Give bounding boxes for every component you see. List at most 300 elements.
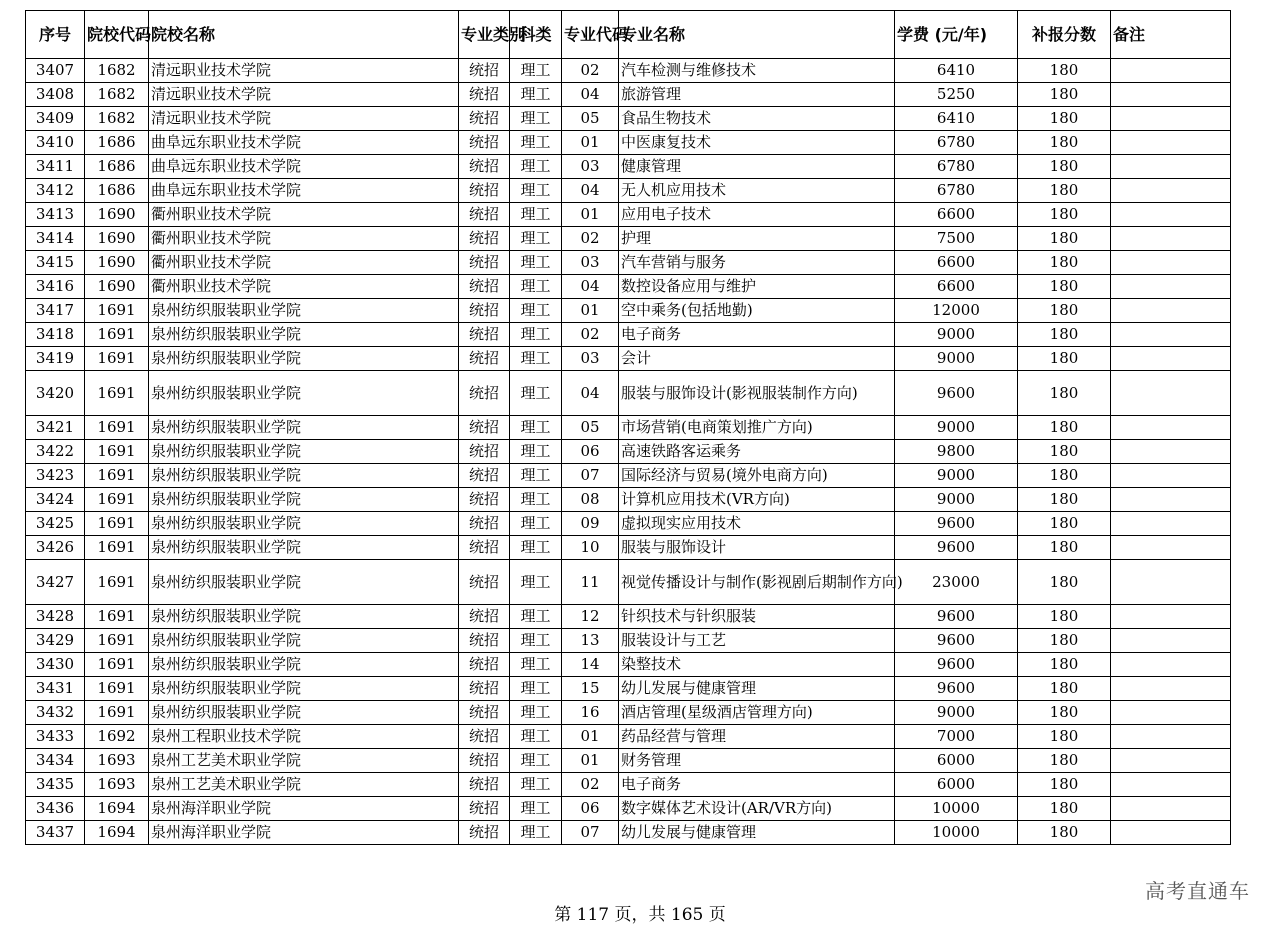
cell-note bbox=[1111, 797, 1231, 821]
cell-category: 统招 bbox=[459, 371, 510, 416]
cell-subject: 理工 bbox=[510, 155, 562, 179]
cell-score: 180 bbox=[1018, 83, 1111, 107]
cell-major-name: 虚拟现实应用技术 bbox=[619, 512, 895, 536]
cell-category: 统招 bbox=[459, 488, 510, 512]
cell-category: 统招 bbox=[459, 536, 510, 560]
cell-tuition: 12000 bbox=[895, 299, 1018, 323]
table-row bbox=[26, 131, 1231, 155]
cell-note bbox=[1111, 605, 1231, 629]
cell-subject: 理工 bbox=[510, 749, 562, 773]
table-row bbox=[26, 227, 1231, 251]
cell-subject: 理工 bbox=[510, 725, 562, 749]
cell-score: 180 bbox=[1018, 749, 1111, 773]
cell-seq: 3414 bbox=[26, 227, 85, 251]
table-row bbox=[26, 59, 1231, 83]
cell-score: 180 bbox=[1018, 821, 1111, 845]
cell-school-name: 泉州纺织服装职业学院 bbox=[149, 440, 459, 464]
cell-category: 统招 bbox=[459, 155, 510, 179]
cell-major-name: 汽车检测与维修技术 bbox=[619, 59, 895, 83]
cell-school-name: 衢州职业技术学院 bbox=[149, 227, 459, 251]
cell-note bbox=[1111, 416, 1231, 440]
cell-school-name: 曲阜远东职业技术学院 bbox=[149, 131, 459, 155]
cell-seq: 3427 bbox=[26, 560, 85, 605]
cell-major-code: 05 bbox=[562, 107, 619, 131]
cell-major-name: 幼儿发展与健康管理 bbox=[619, 677, 895, 701]
cell-major-name: 护理 bbox=[619, 227, 895, 251]
cell-tuition: 9600 bbox=[895, 629, 1018, 653]
cell-subject: 理工 bbox=[510, 677, 562, 701]
cell-seq: 3426 bbox=[26, 536, 85, 560]
cell-school-code: 1691 bbox=[85, 464, 149, 488]
cell-school-name: 泉州工艺美术职业学院 bbox=[149, 749, 459, 773]
cell-major-name: 数字媒体艺术设计(AR/VR方向) bbox=[619, 797, 895, 821]
cell-major-name: 高速铁路客运乘务 bbox=[619, 440, 895, 464]
cell-major-code: 02 bbox=[562, 323, 619, 347]
table-row bbox=[26, 725, 1231, 749]
cell-subject: 理工 bbox=[510, 347, 562, 371]
cell-subject: 理工 bbox=[510, 701, 562, 725]
cell-score: 180 bbox=[1018, 701, 1111, 725]
cell-note bbox=[1111, 629, 1231, 653]
cell-tuition: 6000 bbox=[895, 773, 1018, 797]
cell-tuition: 6410 bbox=[895, 59, 1018, 83]
cell-major-code: 14 bbox=[562, 653, 619, 677]
cell-score: 180 bbox=[1018, 203, 1111, 227]
table-row bbox=[26, 83, 1231, 107]
cell-note bbox=[1111, 323, 1231, 347]
cell-school-code: 1691 bbox=[85, 536, 149, 560]
cell-seq: 3418 bbox=[26, 323, 85, 347]
cell-major-name: 电子商务 bbox=[619, 323, 895, 347]
cell-seq: 3428 bbox=[26, 605, 85, 629]
cell-school-name: 泉州纺织服装职业学院 bbox=[149, 536, 459, 560]
cell-school-name: 泉州纺织服装职业学院 bbox=[149, 701, 459, 725]
cell-subject: 理工 bbox=[510, 83, 562, 107]
cell-major-code: 05 bbox=[562, 416, 619, 440]
table-row bbox=[26, 323, 1231, 347]
cell-major-code: 15 bbox=[562, 677, 619, 701]
cell-subject: 理工 bbox=[510, 203, 562, 227]
table-row bbox=[26, 179, 1231, 203]
cell-tuition: 9600 bbox=[895, 371, 1018, 416]
cell-school-code: 1691 bbox=[85, 488, 149, 512]
cell-seq: 3424 bbox=[26, 488, 85, 512]
cell-note bbox=[1111, 203, 1231, 227]
cell-category: 统招 bbox=[459, 131, 510, 155]
cell-tuition: 9000 bbox=[895, 416, 1018, 440]
cell-seq: 3429 bbox=[26, 629, 85, 653]
cell-school-code: 1691 bbox=[85, 653, 149, 677]
cell-score: 180 bbox=[1018, 629, 1111, 653]
cell-school-code: 1690 bbox=[85, 275, 149, 299]
cell-score: 180 bbox=[1018, 605, 1111, 629]
cell-category: 统招 bbox=[459, 725, 510, 749]
cell-major-code: 08 bbox=[562, 488, 619, 512]
cell-major-code: 04 bbox=[562, 275, 619, 299]
cell-subject: 理工 bbox=[510, 773, 562, 797]
cell-major-name: 食品生物技术 bbox=[619, 107, 895, 131]
cell-tuition: 6780 bbox=[895, 179, 1018, 203]
cell-school-name: 泉州海洋职业学院 bbox=[149, 797, 459, 821]
cell-school-name: 泉州纺织服装职业学院 bbox=[149, 629, 459, 653]
cell-major-code: 07 bbox=[562, 821, 619, 845]
cell-school-code: 1686 bbox=[85, 155, 149, 179]
cell-school-code: 1691 bbox=[85, 299, 149, 323]
cell-school-code: 1690 bbox=[85, 203, 149, 227]
cell-school-code: 1682 bbox=[85, 83, 149, 107]
table-row bbox=[26, 677, 1231, 701]
header-note: 备注 bbox=[1111, 11, 1231, 59]
cell-category: 统招 bbox=[459, 821, 510, 845]
cell-tuition: 7000 bbox=[895, 725, 1018, 749]
cell-seq: 3433 bbox=[26, 725, 85, 749]
admission-table bbox=[25, 10, 1231, 845]
cell-category: 统招 bbox=[459, 299, 510, 323]
cell-major-code: 01 bbox=[562, 203, 619, 227]
cell-school-name: 曲阜远东职业技术学院 bbox=[149, 155, 459, 179]
cell-major-code: 04 bbox=[562, 371, 619, 416]
cell-major-name: 中医康复技术 bbox=[619, 131, 895, 155]
cell-major-code: 03 bbox=[562, 251, 619, 275]
cell-subject: 理工 bbox=[510, 275, 562, 299]
header-tuition: 学费 (元/年) bbox=[895, 11, 1018, 59]
cell-note bbox=[1111, 155, 1231, 179]
cell-tuition: 5250 bbox=[895, 83, 1018, 107]
cell-school-name: 泉州纺织服装职业学院 bbox=[149, 512, 459, 536]
cell-school-code: 1691 bbox=[85, 512, 149, 536]
table-row bbox=[26, 605, 1231, 629]
cell-major-name: 财务管理 bbox=[619, 749, 895, 773]
cell-major-name: 汽车营销与服务 bbox=[619, 251, 895, 275]
cell-seq: 3417 bbox=[26, 299, 85, 323]
cell-category: 统招 bbox=[459, 629, 510, 653]
cell-seq: 3420 bbox=[26, 371, 85, 416]
cell-major-name: 健康管理 bbox=[619, 155, 895, 179]
cell-score: 180 bbox=[1018, 440, 1111, 464]
cell-note bbox=[1111, 83, 1231, 107]
cell-score: 180 bbox=[1018, 299, 1111, 323]
table-row bbox=[26, 107, 1231, 131]
cell-tuition: 6780 bbox=[895, 131, 1018, 155]
cell-school-name: 曲阜远东职业技术学院 bbox=[149, 179, 459, 203]
cell-tuition: 9800 bbox=[895, 440, 1018, 464]
cell-score: 180 bbox=[1018, 131, 1111, 155]
cell-subject: 理工 bbox=[510, 179, 562, 203]
cell-category: 统招 bbox=[459, 323, 510, 347]
table-row bbox=[26, 560, 1231, 605]
header-score: 补报分数 bbox=[1018, 11, 1111, 59]
cell-subject: 理工 bbox=[510, 821, 562, 845]
table-row bbox=[26, 629, 1231, 653]
cell-score: 180 bbox=[1018, 677, 1111, 701]
cell-school-name: 泉州纺织服装职业学院 bbox=[149, 371, 459, 416]
cell-note bbox=[1111, 725, 1231, 749]
cell-note bbox=[1111, 488, 1231, 512]
table-row bbox=[26, 299, 1231, 323]
cell-school-code: 1691 bbox=[85, 323, 149, 347]
cell-major-code: 01 bbox=[562, 131, 619, 155]
cell-seq: 3410 bbox=[26, 131, 85, 155]
cell-tuition: 9000 bbox=[895, 464, 1018, 488]
cell-tuition: 6600 bbox=[895, 275, 1018, 299]
cell-seq: 3421 bbox=[26, 416, 85, 440]
cell-subject: 理工 bbox=[510, 440, 562, 464]
cell-category: 统招 bbox=[459, 701, 510, 725]
cell-score: 180 bbox=[1018, 59, 1111, 83]
cell-school-code: 1690 bbox=[85, 227, 149, 251]
cell-score: 180 bbox=[1018, 251, 1111, 275]
cell-category: 统招 bbox=[459, 59, 510, 83]
cell-seq: 3431 bbox=[26, 677, 85, 701]
cell-category: 统招 bbox=[459, 416, 510, 440]
table-row bbox=[26, 371, 1231, 416]
cell-subject: 理工 bbox=[510, 653, 562, 677]
cell-score: 180 bbox=[1018, 773, 1111, 797]
cell-tuition: 9000 bbox=[895, 701, 1018, 725]
cell-tuition: 9000 bbox=[895, 347, 1018, 371]
cell-category: 统招 bbox=[459, 797, 510, 821]
cell-school-name: 清远职业技术学院 bbox=[149, 83, 459, 107]
cell-score: 180 bbox=[1018, 536, 1111, 560]
cell-school-code: 1686 bbox=[85, 179, 149, 203]
cell-school-code: 1691 bbox=[85, 560, 149, 605]
cell-major-code: 02 bbox=[562, 773, 619, 797]
cell-school-name: 泉州纺织服装职业学院 bbox=[149, 323, 459, 347]
cell-school-name: 泉州纺织服装职业学院 bbox=[149, 347, 459, 371]
cell-major-name: 国际经济与贸易(境外电商方向) bbox=[619, 464, 895, 488]
cell-school-name: 泉州纺织服装职业学院 bbox=[149, 488, 459, 512]
table-row bbox=[26, 203, 1231, 227]
header-row bbox=[26, 11, 1231, 59]
cell-subject: 理工 bbox=[510, 512, 562, 536]
cell-major-name: 计算机应用技术(VR方向) bbox=[619, 488, 895, 512]
cell-major-name: 服装与服饰设计(影视服装制作方向) bbox=[619, 371, 895, 416]
cell-score: 180 bbox=[1018, 512, 1111, 536]
cell-tuition: 9600 bbox=[895, 512, 1018, 536]
header-major-name: 专业名称 bbox=[619, 11, 895, 59]
table-row bbox=[26, 155, 1231, 179]
cell-school-name: 泉州纺织服装职业学院 bbox=[149, 560, 459, 605]
cell-seq: 3416 bbox=[26, 275, 85, 299]
cell-major-name: 酒店管理(星级酒店管理方向) bbox=[619, 701, 895, 725]
cell-tuition: 10000 bbox=[895, 821, 1018, 845]
table-row bbox=[26, 416, 1231, 440]
cell-school-code: 1691 bbox=[85, 629, 149, 653]
cell-school-code: 1686 bbox=[85, 131, 149, 155]
cell-seq: 3413 bbox=[26, 203, 85, 227]
cell-major-code: 10 bbox=[562, 536, 619, 560]
cell-seq: 3423 bbox=[26, 464, 85, 488]
table-row bbox=[26, 797, 1231, 821]
cell-major-code: 03 bbox=[562, 347, 619, 371]
cell-score: 180 bbox=[1018, 464, 1111, 488]
cell-major-name: 数控设备应用与维护 bbox=[619, 275, 895, 299]
cell-major-code: 06 bbox=[562, 797, 619, 821]
cell-note bbox=[1111, 677, 1231, 701]
cell-school-name: 泉州海洋职业学院 bbox=[149, 821, 459, 845]
cell-school-name: 清远职业技术学院 bbox=[149, 107, 459, 131]
cell-note bbox=[1111, 251, 1231, 275]
cell-category: 统招 bbox=[459, 440, 510, 464]
cell-school-name: 泉州工艺美术职业学院 bbox=[149, 773, 459, 797]
cell-category: 统招 bbox=[459, 203, 510, 227]
cell-note bbox=[1111, 653, 1231, 677]
header-subject: 科类 bbox=[510, 11, 562, 59]
table-row bbox=[26, 701, 1231, 725]
cell-major-code: 09 bbox=[562, 512, 619, 536]
cell-category: 统招 bbox=[459, 653, 510, 677]
header-school-code: 院校代码 bbox=[85, 11, 149, 59]
cell-tuition: 9600 bbox=[895, 677, 1018, 701]
cell-major-code: 02 bbox=[562, 227, 619, 251]
cell-school-code: 1692 bbox=[85, 725, 149, 749]
cell-score: 180 bbox=[1018, 797, 1111, 821]
cell-major-code: 01 bbox=[562, 299, 619, 323]
cell-major-name: 幼儿发展与健康管理 bbox=[619, 821, 895, 845]
cell-subject: 理工 bbox=[510, 560, 562, 605]
watermark: 高考直通车 bbox=[1145, 879, 1250, 903]
table-row bbox=[26, 440, 1231, 464]
cell-major-name: 视觉传播设计与制作(影视剧后期制作方向) bbox=[619, 560, 895, 605]
cell-school-name: 泉州工程职业技术学院 bbox=[149, 725, 459, 749]
cell-school-code: 1682 bbox=[85, 107, 149, 131]
cell-subject: 理工 bbox=[510, 227, 562, 251]
cell-note bbox=[1111, 464, 1231, 488]
header-school-name: 院校名称 bbox=[149, 11, 459, 59]
cell-major-name: 空中乘务(包括地勤) bbox=[619, 299, 895, 323]
cell-major-code: 16 bbox=[562, 701, 619, 725]
cell-school-name: 衢州职业技术学院 bbox=[149, 203, 459, 227]
cell-category: 统招 bbox=[459, 560, 510, 605]
cell-major-name: 会计 bbox=[619, 347, 895, 371]
cell-school-code: 1690 bbox=[85, 251, 149, 275]
cell-note bbox=[1111, 179, 1231, 203]
cell-subject: 理工 bbox=[510, 131, 562, 155]
cell-major-name: 旅游管理 bbox=[619, 83, 895, 107]
cell-note bbox=[1111, 107, 1231, 131]
cell-subject: 理工 bbox=[510, 797, 562, 821]
cell-seq: 3422 bbox=[26, 440, 85, 464]
cell-school-name: 清远职业技术学院 bbox=[149, 59, 459, 83]
cell-school-name: 衢州职业技术学院 bbox=[149, 251, 459, 275]
cell-note bbox=[1111, 275, 1231, 299]
cell-school-code: 1694 bbox=[85, 821, 149, 845]
cell-major-code: 11 bbox=[562, 560, 619, 605]
cell-seq: 3411 bbox=[26, 155, 85, 179]
table-row bbox=[26, 773, 1231, 797]
cell-category: 统招 bbox=[459, 83, 510, 107]
cell-seq: 3434 bbox=[26, 749, 85, 773]
cell-major-code: 01 bbox=[562, 725, 619, 749]
cell-category: 统招 bbox=[459, 347, 510, 371]
cell-school-code: 1691 bbox=[85, 371, 149, 416]
cell-note bbox=[1111, 131, 1231, 155]
cell-note bbox=[1111, 227, 1231, 251]
cell-category: 统招 bbox=[459, 227, 510, 251]
cell-note bbox=[1111, 371, 1231, 416]
cell-score: 180 bbox=[1018, 155, 1111, 179]
cell-major-code: 13 bbox=[562, 629, 619, 653]
cell-tuition: 9600 bbox=[895, 536, 1018, 560]
cell-subject: 理工 bbox=[510, 59, 562, 83]
cell-tuition: 9600 bbox=[895, 653, 1018, 677]
cell-note bbox=[1111, 59, 1231, 83]
cell-major-name: 应用电子技术 bbox=[619, 203, 895, 227]
table-row bbox=[26, 251, 1231, 275]
table-row bbox=[26, 512, 1231, 536]
cell-school-name: 泉州纺织服装职业学院 bbox=[149, 416, 459, 440]
cell-score: 180 bbox=[1018, 179, 1111, 203]
cell-note bbox=[1111, 560, 1231, 605]
cell-subject: 理工 bbox=[510, 464, 562, 488]
cell-school-name: 泉州纺织服装职业学院 bbox=[149, 605, 459, 629]
cell-note bbox=[1111, 773, 1231, 797]
cell-major-code: 12 bbox=[562, 605, 619, 629]
cell-major-code: 04 bbox=[562, 83, 619, 107]
cell-school-name: 泉州纺织服装职业学院 bbox=[149, 464, 459, 488]
cell-tuition: 9600 bbox=[895, 605, 1018, 629]
cell-score: 180 bbox=[1018, 653, 1111, 677]
cell-school-code: 1693 bbox=[85, 749, 149, 773]
cell-subject: 理工 bbox=[510, 299, 562, 323]
cell-subject: 理工 bbox=[510, 488, 562, 512]
cell-seq: 3407 bbox=[26, 59, 85, 83]
page-footer: 第 117 页，共 165 页 bbox=[554, 905, 726, 925]
cell-note bbox=[1111, 821, 1231, 845]
cell-score: 180 bbox=[1018, 323, 1111, 347]
cell-score: 180 bbox=[1018, 275, 1111, 299]
cell-score: 180 bbox=[1018, 560, 1111, 605]
cell-seq: 3419 bbox=[26, 347, 85, 371]
cell-school-name: 衢州职业技术学院 bbox=[149, 275, 459, 299]
cell-school-code: 1691 bbox=[85, 677, 149, 701]
cell-subject: 理工 bbox=[510, 629, 562, 653]
cell-seq: 3435 bbox=[26, 773, 85, 797]
cell-score: 180 bbox=[1018, 488, 1111, 512]
cell-category: 统招 bbox=[459, 605, 510, 629]
cell-score: 180 bbox=[1018, 227, 1111, 251]
cell-category: 统招 bbox=[459, 749, 510, 773]
table-row bbox=[26, 821, 1231, 845]
cell-major-code: 07 bbox=[562, 464, 619, 488]
cell-score: 180 bbox=[1018, 107, 1111, 131]
cell-note bbox=[1111, 440, 1231, 464]
cell-major-code: 04 bbox=[562, 179, 619, 203]
cell-tuition: 6780 bbox=[895, 155, 1018, 179]
cell-seq: 3425 bbox=[26, 512, 85, 536]
cell-seq: 3430 bbox=[26, 653, 85, 677]
cell-school-code: 1691 bbox=[85, 701, 149, 725]
cell-subject: 理工 bbox=[510, 323, 562, 347]
cell-seq: 3436 bbox=[26, 797, 85, 821]
cell-school-code: 1691 bbox=[85, 416, 149, 440]
cell-major-name: 市场营销(电商策划推广方向) bbox=[619, 416, 895, 440]
cell-category: 统招 bbox=[459, 464, 510, 488]
table-row bbox=[26, 464, 1231, 488]
cell-school-code: 1694 bbox=[85, 797, 149, 821]
cell-major-name: 服装设计与工艺 bbox=[619, 629, 895, 653]
table-row bbox=[26, 488, 1231, 512]
cell-school-name: 泉州纺织服装职业学院 bbox=[149, 653, 459, 677]
table-row bbox=[26, 536, 1231, 560]
cell-school-code: 1682 bbox=[85, 59, 149, 83]
cell-major-name: 服装与服饰设计 bbox=[619, 536, 895, 560]
cell-note bbox=[1111, 299, 1231, 323]
cell-tuition: 23000 bbox=[895, 560, 1018, 605]
cell-note bbox=[1111, 536, 1231, 560]
table-row bbox=[26, 749, 1231, 773]
cell-tuition: 6600 bbox=[895, 203, 1018, 227]
